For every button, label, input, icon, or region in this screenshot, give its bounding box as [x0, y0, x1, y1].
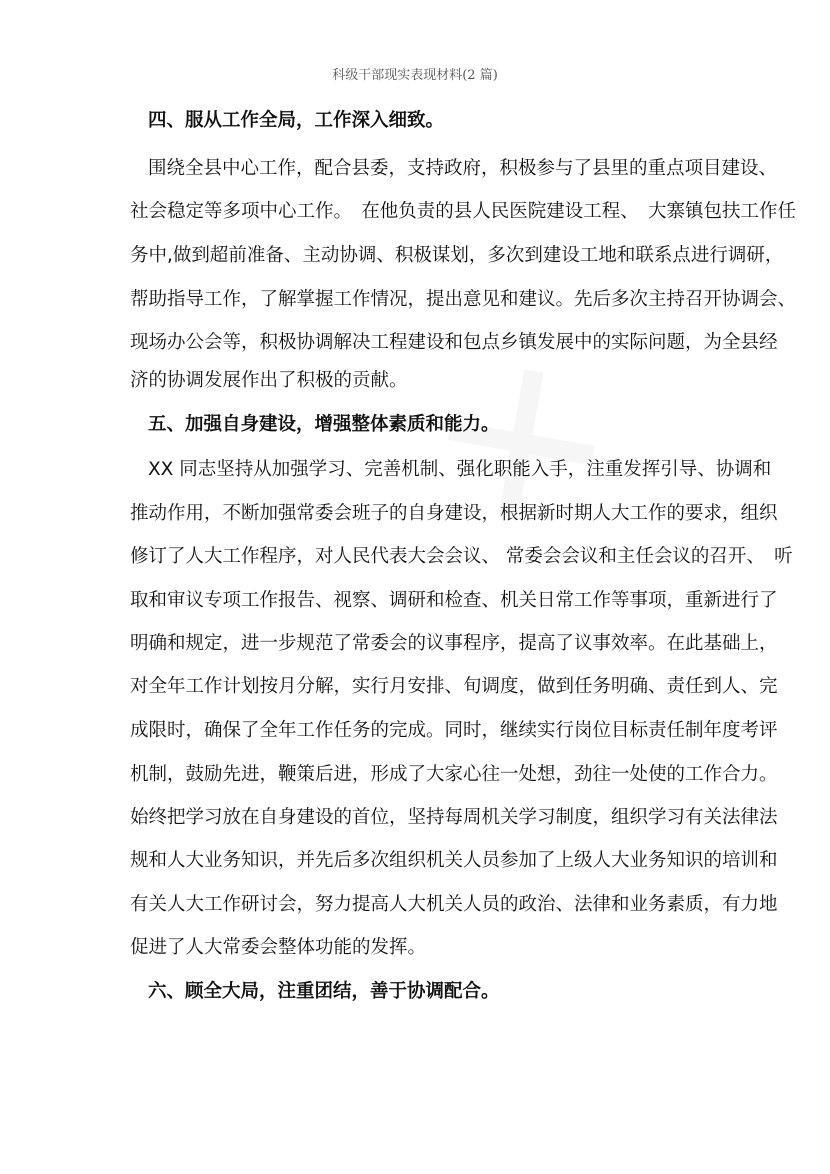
paragraph-line: 推动作用，不断加强常委会班子的自身建设，根据新时期人大工作的要求，组织: [130, 503, 778, 524]
paragraph-line: 社会稳定等多项中心工作。 在他负责的县人民医院建设工程、 大寨镇包扶工作任: [130, 201, 797, 222]
paragraph-line: 成限时，确保了全年工作任务的完成。同时，继续实行岗位目标责任制年度考评: [130, 720, 778, 741]
paragraph-line: 现场办公会等，积极协调解决工程建设和包点乡镇发展中的实际问题，为全县经: [130, 332, 778, 353]
paragraph-line: 修订了人大工作程序，对人民代表大会会议、 常委会会议和主任会议的召开、 听: [130, 546, 793, 567]
paragraph-line: 明确和规定，进一步规范了常委会的议事程序，提高了议事效率。在此基础上，: [130, 633, 778, 654]
section-heading: 四、服从工作全局，工作深入细致。: [148, 110, 445, 131]
paragraph-line: XX 同志坚持从加强学习、完善机制、强化职能入手，注重发挥引导、协调和: [148, 459, 772, 480]
paragraph-line: 始终把学习放在自身建设的首位，坚持每周机关学习制度，组织学习有关法律法: [130, 807, 778, 828]
paragraph-line: 务中,做到超前准备、主动协调、积极谋划，多次到建设工地和联系点进行调研，: [130, 245, 784, 266]
section-heading: 五、加强自身建设，增强整体素质和能力。: [148, 414, 500, 435]
paragraph-line: 有关人大工作研讨会，努力提高人大机关人员的政治、法律和业务素质，有力地: [130, 894, 778, 915]
section-heading: 六、顾全大局，注重团结，善于协调配合。: [148, 981, 500, 1002]
page-header: 科级干部现实表现材料(2 篇): [332, 68, 498, 83]
paragraph-line: 机制，鼓励先进，鞭策后进，形成了大家心往一处想，劲往一处使的工作合力。: [130, 764, 778, 785]
paragraph-line: 对全年工作计划按月分解，实行月安排、旬调度，做到任务明确、责任到人、完: [130, 676, 778, 697]
paragraph-line: 规和人大业务知识，并先后多次组织机关人员参加了上级人大业务知识的培训和: [130, 850, 778, 871]
paragraph-line: 围绕全县中心工作，配合县委，支持政府，积极参与了县里的重点项目建设、: [148, 158, 778, 179]
paragraph-line: 促进了人大常委会整体功能的发挥。: [130, 937, 427, 958]
paragraph-line: 帮助指导工作，了解掌握工作情况，提出意见和建议。先后多次主持召开协调会、: [130, 289, 797, 310]
paragraph-line: 济的协调发展作出了积极的贡献。: [130, 370, 408, 391]
paragraph-line: 取和审议专项工作报告、视察、调研和检查、机关日常工作等事项，重新进行了: [130, 590, 778, 611]
